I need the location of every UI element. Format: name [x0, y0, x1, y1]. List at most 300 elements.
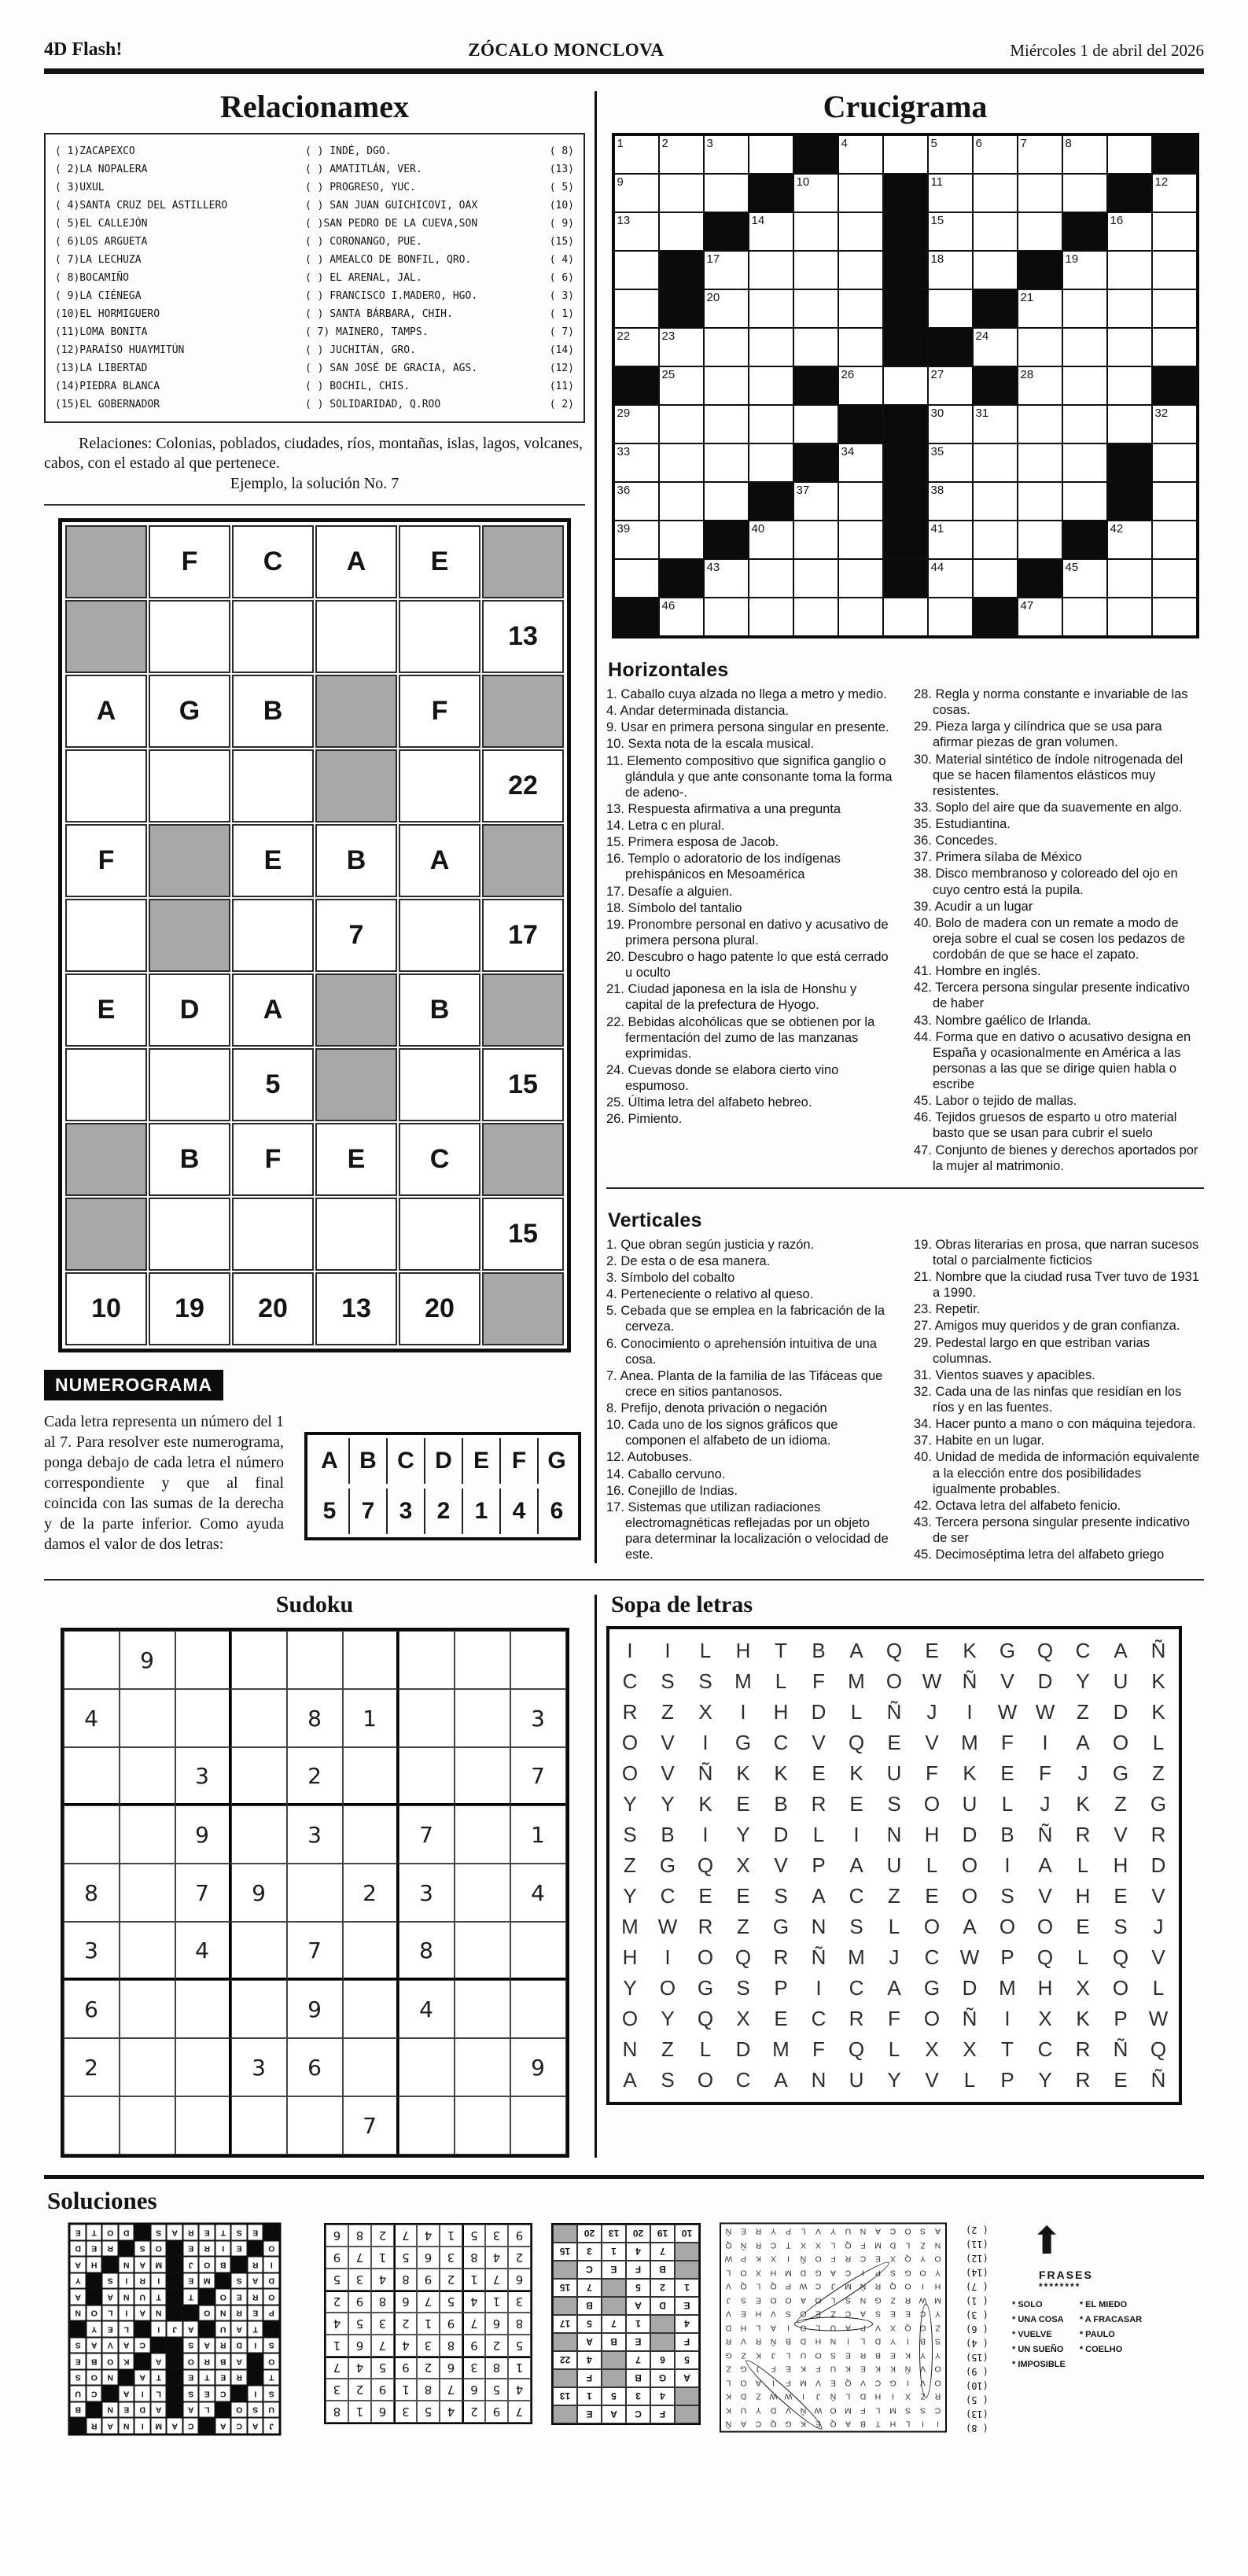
cell-letter: M — [155, 2421, 162, 2431]
clue-item: 33. Soplo del aire que da suavemente en algo. — [914, 800, 1183, 815]
numerograma-cell — [149, 1198, 230, 1271]
answer-number: (10) — [549, 200, 574, 212]
puzzle-cell — [1107, 366, 1152, 405]
letter-cell: O — [659, 1976, 676, 2000]
letter-cell: D — [735, 2037, 751, 2062]
numerograma-cell: 1 — [675, 2279, 699, 2297]
cell-number: 4 — [841, 137, 848, 150]
numerograma-cell: E — [626, 2333, 650, 2351]
cell-letter: B — [75, 2405, 81, 2415]
letter-cell: P — [1000, 2068, 1014, 2092]
solution-cell — [182, 2273, 199, 2290]
letter-cell: H — [1113, 1853, 1128, 1878]
solution-cell — [182, 2353, 199, 2370]
cell-number: 32 — [1154, 407, 1169, 420]
letter-cell: U — [830, 2364, 837, 2374]
sudoku-cell: 7 — [508, 2401, 531, 2423]
cell-letter: R — [252, 2292, 259, 2302]
cell-letter: J — [269, 2421, 274, 2431]
sudoku-cell — [455, 1805, 510, 1864]
cell-letter: O — [267, 2357, 275, 2367]
state-name: ( ) SOLIDARIDAD, Q.ROO — [305, 399, 441, 410]
puzzle-cell — [1062, 328, 1107, 366]
numerograma-cell: 10 — [65, 1272, 147, 1345]
clue-number: 4. — [606, 1287, 617, 1302]
black-cell — [231, 2257, 248, 2273]
cell-letter: Y — [91, 2324, 98, 2335]
sudoku-cell: 7 — [175, 1864, 231, 1922]
letter-cell: V — [920, 2378, 926, 2388]
letter-cell: I — [702, 1731, 709, 1755]
letter-cell: E — [815, 2420, 822, 2429]
cell-number: 24 — [975, 329, 989, 343]
sudoku-cell: 6 — [371, 2401, 394, 2423]
letter-cell: J — [889, 1945, 900, 1970]
clue-number: 2. — [606, 1253, 617, 1268]
cell-letter: O — [235, 2405, 243, 2415]
letter-cell: U — [740, 2405, 747, 2416]
letter-cell: O — [800, 2323, 807, 2333]
letter-cell: H — [874, 2392, 882, 2401]
clue-item: 5. Cebada que se emplea en la fabricación de la cerveza. — [606, 1304, 885, 1334]
letter-cell: C — [919, 2309, 926, 2319]
solution-cell — [102, 2338, 119, 2354]
letter-cell: K — [963, 1761, 977, 1786]
sopa-grid — [606, 1626, 1182, 2105]
clue-number: 46. — [914, 1110, 932, 1125]
puzzle-cell — [973, 521, 1018, 559]
black-cell — [247, 2353, 263, 2370]
letter-cell: Q — [697, 2007, 714, 2031]
cell-letter: L — [107, 2309, 113, 2318]
letter-cell: S — [875, 2309, 882, 2319]
solution-cell — [182, 2241, 199, 2258]
solution-cell — [150, 2289, 167, 2306]
place-name: ( 7)LA LECHUZA — [55, 254, 142, 266]
cell-letter: A — [252, 2276, 259, 2286]
sudoku-cell — [120, 1864, 175, 1922]
clue-item: 17. Desafíe a alguien. — [606, 884, 733, 899]
letter-cell: L — [905, 2240, 911, 2250]
sudoku-cell — [455, 2038, 510, 2096]
sudoku-cell: 2 — [394, 2313, 417, 2335]
letter-cell: O — [923, 1915, 941, 1939]
clue-number: 42. — [914, 981, 932, 995]
letter-cell: K — [801, 2364, 807, 2374]
puzzle-cell — [1152, 212, 1197, 251]
sudoku-cell — [399, 1747, 455, 1805]
letter-cell: Y — [623, 1976, 637, 2000]
clue-number: 3. — [606, 1271, 617, 1285]
sudoku-cell: 1 — [417, 2313, 440, 2335]
letter-cell: V — [774, 1853, 788, 1878]
frases-list-right — [1080, 2300, 1142, 2369]
letter-cell: J — [926, 1700, 937, 1724]
clue-item: 26. Pimiento. — [606, 1112, 683, 1127]
letter-cell: K — [845, 2364, 852, 2374]
numerograma-cell — [65, 899, 147, 972]
letter-cell: J — [771, 2350, 776, 2361]
frases-box — [1007, 2265, 1204, 2372]
solution-cell — [215, 2353, 231, 2370]
value-cell: 1 — [462, 1489, 499, 1534]
black-cell — [749, 174, 793, 212]
letter-cell: Y — [890, 2337, 896, 2346]
solution-cell — [86, 2338, 102, 2354]
cell-letter: E — [252, 2228, 259, 2238]
letter-cell: E — [1114, 1884, 1128, 1908]
letter-cell: S — [845, 2295, 852, 2306]
clue-number: 16. — [606, 1483, 624, 1498]
black-cell — [150, 2338, 167, 2354]
letter-cell: Y — [661, 1792, 675, 1816]
puzzle-cell — [1152, 174, 1197, 212]
letter-cell: R — [755, 2337, 762, 2346]
letter-cell: N — [860, 2295, 867, 2306]
horizontales-clues-right — [914, 686, 1204, 1175]
sudoku-cell: 4 — [485, 2247, 508, 2269]
cell-letter: U — [139, 2292, 145, 2302]
solution-cell — [247, 2306, 263, 2322]
clue-number: 37. — [914, 1433, 932, 1448]
puzzle-cell — [1018, 443, 1062, 482]
sudoku-cell — [455, 1864, 510, 1922]
letter-cell: H — [1075, 1884, 1091, 1908]
letter-cell: V — [741, 2337, 747, 2346]
sudoku-cell: 4 — [440, 2401, 462, 2423]
letter-cell: L — [801, 2227, 806, 2236]
black-cell — [1107, 174, 1152, 212]
solution-cell — [134, 2306, 151, 2322]
sudoku-cell — [231, 1631, 287, 1689]
sudoku-cell: 8 — [371, 2291, 394, 2313]
letter-cell: Q — [1150, 2037, 1167, 2062]
letter-cell: Ñ — [962, 1669, 977, 1694]
puzzle-cell — [928, 405, 973, 443]
puzzle-cell — [838, 251, 883, 289]
letter-cell: O — [740, 2268, 747, 2278]
solution-cell — [118, 2353, 134, 2370]
sudoku-cell: 3 — [485, 2225, 508, 2247]
letter-cell: Z — [888, 1884, 900, 1908]
puzzle-cell — [928, 521, 973, 559]
numerograma-cell: A — [232, 973, 314, 1047]
letter-cell: F — [1039, 1761, 1051, 1786]
sudoku-title: Sudoku — [275, 1592, 354, 1618]
solution-cell — [247, 2273, 263, 2290]
cell-letter: C — [139, 2341, 145, 2350]
black-cell — [199, 2289, 215, 2306]
solution-cell — [231, 2338, 248, 2354]
letter-cell: R — [904, 2295, 911, 2306]
clue-item: 9. Usar en primera persona singular en presente. — [606, 720, 889, 735]
letter-cell: R — [934, 2392, 941, 2401]
numerograma-cell — [399, 749, 480, 822]
cell-letter: N — [75, 2309, 81, 2318]
letter-cell: B — [786, 2337, 792, 2346]
answer-number: (13) — [549, 164, 574, 175]
letter-cell: Y — [935, 2350, 941, 2361]
numerograma-cell: B — [315, 824, 397, 897]
black-cell — [86, 2273, 102, 2290]
letter-cell: Q — [740, 2282, 747, 2291]
numerograma-cell — [232, 749, 314, 822]
puzzle-cell — [1107, 559, 1152, 598]
clue-number: 25. — [606, 1095, 624, 1110]
numerograma-cell: 19 — [149, 1272, 230, 1345]
numerograma-cell: 7 — [577, 2279, 602, 2297]
cell-letter: Y — [75, 2276, 81, 2286]
answer-number: ( 7) — [966, 2281, 988, 2293]
letter-cell: U — [886, 1761, 902, 1786]
sudoku-cell: 3 — [394, 2401, 417, 2423]
letter-cell: M — [800, 2378, 807, 2388]
puzzle-cell — [749, 405, 793, 443]
cell-number: 3 — [706, 137, 713, 150]
puzzle-cell — [659, 482, 704, 521]
sudoku-cell — [287, 2096, 343, 2155]
black-cell — [182, 2306, 199, 2322]
solution-cell — [231, 2418, 248, 2434]
relacionamex-row — [55, 305, 574, 323]
black-cell — [1152, 366, 1197, 405]
answer-number: ( 2) — [966, 2225, 988, 2236]
letter-cell: L — [699, 1639, 712, 1663]
cell-letter: I — [125, 2309, 128, 2318]
letter-cell: O — [919, 2268, 926, 2278]
clue-number: 11. — [606, 753, 624, 768]
sudoku-cell: 5 — [371, 2357, 394, 2379]
puzzle-cell — [614, 443, 659, 482]
numerograma-cell: 7 — [315, 899, 397, 972]
letter-cell: E — [736, 1884, 750, 1908]
relacionamex-row — [55, 178, 574, 197]
letter-cell: M — [874, 2240, 882, 2250]
black-cell — [199, 2418, 215, 2434]
date-label: Miércoles 1 de abril del 2026 — [1010, 41, 1204, 60]
sudoku-cell — [455, 1747, 510, 1805]
soluciones-title: Soluciones — [47, 2187, 157, 2215]
frases-list-left — [1012, 2300, 1066, 2369]
cell-letter: E — [236, 2292, 242, 2302]
letter-cell: I — [815, 1976, 822, 2000]
cell-number: 8 — [1065, 137, 1072, 150]
sudoku-cell: 5 — [394, 2247, 417, 2269]
letter-cell: G — [734, 1731, 752, 1755]
cell-letter: O — [203, 2260, 211, 2270]
letter-cell: G — [785, 2420, 792, 2429]
puzzle-cell — [1062, 174, 1107, 212]
letter-cell: C — [386, 1438, 424, 1484]
black-cell — [883, 212, 928, 251]
letter-cell: G — [1112, 1761, 1129, 1786]
letter-cell: E — [860, 2364, 867, 2374]
clue-number: 17. — [606, 1500, 624, 1514]
numerograma-cell — [482, 1123, 564, 1196]
puzzle-cell — [1107, 212, 1152, 251]
numerograma-cell — [482, 525, 564, 598]
cell-letter: A — [204, 2341, 210, 2350]
letter-cell: R — [773, 1945, 789, 1970]
numerograma-label: NUMEROGRAMA — [44, 1370, 223, 1400]
puzzle-cell — [614, 289, 659, 328]
sudoku-cell: 9 — [485, 2401, 508, 2423]
sudoku-cell: 9 — [231, 1864, 287, 1922]
cell-number: 6 — [975, 137, 982, 150]
letter-cell: E — [830, 2378, 837, 2388]
sudoku-cell: 3 — [326, 2379, 348, 2401]
sudoku-cell: 1 — [348, 2401, 371, 2423]
sopa-solution — [720, 2223, 947, 2433]
puzzle-cell — [659, 521, 704, 559]
letter-cell: V — [925, 2068, 939, 2092]
letter-cell: W — [657, 1915, 678, 1939]
solution-cell — [102, 2353, 119, 2370]
cell-letter: D — [268, 2276, 274, 2286]
letter-cell: L — [756, 2323, 761, 2333]
black-cell — [973, 289, 1018, 328]
numerograma-grid — [58, 518, 571, 1352]
sudoku-cell: 4 — [417, 2225, 440, 2247]
black-cell — [167, 2370, 183, 2386]
numerograma-cell: D — [149, 973, 230, 1047]
solution-cell — [263, 2241, 280, 2258]
frases-stars: ******** — [1039, 2281, 1081, 2293]
cell-letter: T — [252, 2324, 258, 2335]
puzzle-cell — [614, 212, 659, 251]
letter-cell: J — [815, 2392, 821, 2401]
letter-cell: A — [845, 2420, 852, 2429]
letter-cell: L — [815, 2323, 821, 2333]
letter-cell: W — [997, 1700, 1018, 1724]
letter-cell: L — [963, 2068, 976, 2092]
clue-number: 20. — [606, 950, 624, 964]
letter-cell: S — [736, 1976, 750, 2000]
value-cell: 5 — [322, 1498, 337, 1524]
clue-number: 17. — [606, 884, 624, 899]
numerograma-cell: A — [675, 2369, 699, 2387]
numerograma-cell: 5 — [577, 2315, 602, 2333]
clue-number: 30. — [914, 752, 932, 767]
answer-number: (12) — [549, 362, 574, 374]
black-cell — [70, 2418, 87, 2434]
letter-cell: C — [874, 2378, 882, 2388]
numerograma-cell: 20 — [577, 2225, 602, 2243]
letter-cell: O — [697, 1945, 714, 1970]
letter-cell: C — [622, 1669, 638, 1694]
sudoku-cell — [120, 1922, 175, 1980]
solution-cell — [70, 2306, 87, 2322]
sudoku-cell — [120, 1747, 175, 1805]
letter-cell: E — [887, 1731, 901, 1755]
state-name: ( ) BOCHIL, CHIS. — [305, 381, 410, 392]
sudoku-cell: 3 — [508, 2291, 531, 2313]
numerograma-cell — [65, 749, 147, 822]
puzzle-cell — [883, 135, 928, 174]
sudoku-cell — [343, 1805, 399, 1864]
solution-cell — [150, 2370, 167, 2386]
letter-cell: H — [622, 1945, 638, 1970]
letter-cell: T — [875, 2420, 881, 2429]
letter-cell: H — [1037, 1976, 1053, 2000]
solution-cell — [182, 2402, 199, 2419]
clue-number: 43. — [914, 1514, 932, 1529]
sudoku-cell — [175, 1631, 231, 1689]
clue-number: 38. — [914, 867, 932, 881]
sudoku-cell — [64, 1631, 120, 1689]
cell-letter: E — [220, 2373, 226, 2383]
letter-cell: G — [659, 1853, 676, 1878]
solution-cell — [150, 2257, 167, 2273]
letter-cell: J — [1077, 1761, 1088, 1786]
cell-letter: P — [268, 2309, 274, 2318]
letter-cell: A — [801, 2295, 807, 2306]
sudoku-cell: 5 — [485, 2379, 508, 2401]
cell-letter: B — [90, 2357, 98, 2367]
letter-cell: Z — [1114, 1792, 1127, 1816]
solution-cell — [247, 2321, 263, 2338]
clue-item: 8. Prefijo, denota privación o negación — [606, 1401, 827, 1415]
cell-letter: L — [156, 2389, 161, 2399]
letter-cell: L — [830, 2240, 836, 2250]
letter-cell: O — [815, 2254, 822, 2264]
state-name: ( ) CORONANGO, PUE. — [305, 236, 422, 248]
letter-cell: R — [845, 2254, 852, 2264]
puzzle-cell — [704, 289, 749, 328]
solution-cell — [199, 2402, 215, 2419]
letter-cell: A — [935, 2227, 941, 2236]
letter-cell: D — [1037, 1669, 1053, 1694]
letter-cell: V — [1151, 1884, 1165, 1908]
clue-item: 14. Letra c en plural. — [606, 819, 725, 833]
letter-cell: F — [815, 2364, 821, 2374]
cell-letter: T — [91, 2228, 97, 2238]
sudoku-cell — [120, 1980, 175, 2038]
sudoku-cell — [64, 1747, 120, 1805]
solution-cell — [182, 2289, 199, 2306]
black-cell — [263, 2321, 280, 2338]
letter-cell: M — [934, 2295, 941, 2306]
numerograma-cell — [399, 600, 480, 673]
letter-cell: S — [905, 2405, 911, 2416]
solution-cell — [150, 2418, 167, 2434]
sudoku-cell: 8 — [417, 2379, 440, 2401]
numerograma-cell: E — [602, 2261, 626, 2279]
puzzle-cell — [928, 251, 973, 289]
solution-cell — [231, 2306, 248, 2322]
letter-cell: E — [786, 2364, 792, 2374]
black-cell — [749, 482, 793, 521]
black-cell — [883, 174, 928, 212]
black-cell — [793, 135, 838, 174]
sudoku-cell — [455, 1689, 510, 1747]
letter-cell: H — [934, 2282, 941, 2291]
letter-cell: F — [830, 2254, 836, 2264]
solution-cell — [134, 2402, 151, 2419]
numerograma-cell — [650, 2315, 675, 2333]
letter-cell: P — [1114, 2007, 1128, 2031]
puzzle-cell — [614, 521, 659, 559]
puzzle-cell — [928, 482, 973, 521]
cell-letter: T — [188, 2292, 193, 2302]
sudoku-cell: 1 — [326, 2335, 348, 2357]
black-cell — [793, 443, 838, 482]
cell-number: 46 — [661, 599, 676, 613]
clue-item: 40. Bolo de madera con un remate a modo de oreja sobre el cual se cosen los pedazos de cordobán de que se hace el zapato. — [914, 915, 1186, 962]
black-cell — [247, 2241, 263, 2258]
puzzle-cell — [659, 174, 704, 212]
black-cell — [167, 2273, 183, 2290]
